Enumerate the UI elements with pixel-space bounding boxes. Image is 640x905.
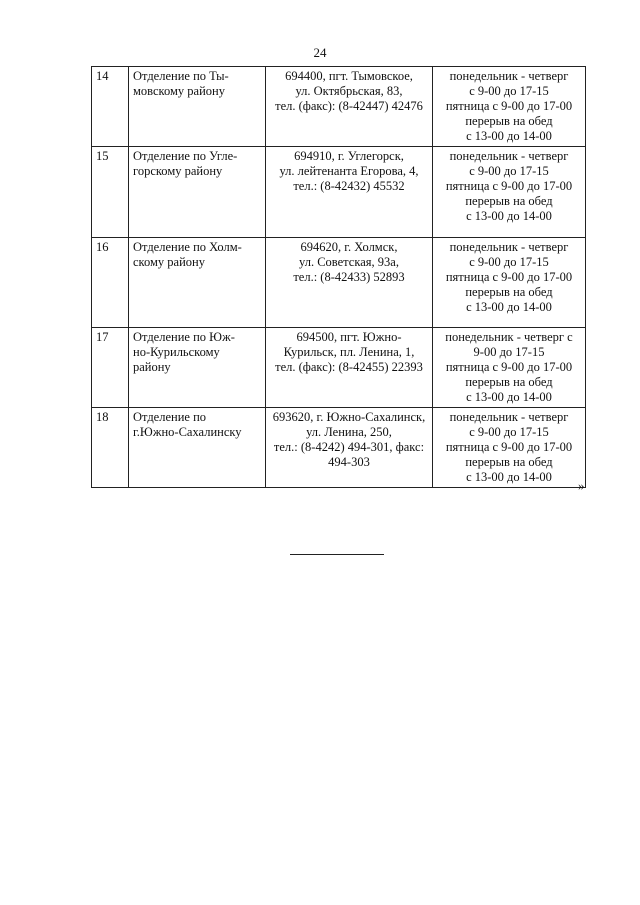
working-hours-line: перерыв на обед xyxy=(465,114,553,128)
working-hours-line: пятница с 9-00 до 17-00 xyxy=(445,99,573,113)
department-name-line: Отделение по xyxy=(133,410,207,424)
working-hours xyxy=(433,328,586,408)
department-address-line: тел.: (8-42433) 52893 xyxy=(293,270,405,284)
working-hours-line: с 9-00 до 17-15 xyxy=(469,255,549,269)
table-row xyxy=(92,328,586,408)
department-address-line: ул. Ленина, 250, xyxy=(306,425,392,439)
working-hours-line: перерыв на обед xyxy=(465,194,553,208)
department-address xyxy=(266,328,433,408)
department-address-line: ул. лейтенанта Егорова, 4, xyxy=(279,164,419,178)
department-address-line: ул. Советская, 93а, xyxy=(299,255,399,269)
working-hours xyxy=(433,238,586,328)
working-hours-line: понедельник - четверг xyxy=(449,69,569,83)
department-name-line: Отделение по Угле- xyxy=(133,149,238,163)
working-hours-line: понедельник - четверг xyxy=(449,240,569,254)
department-address-line: 694400, пгт. Тымовское, xyxy=(285,69,413,83)
department-name xyxy=(129,67,266,147)
row-number: 16 xyxy=(92,238,129,328)
working-hours-line: пятница с 9-00 до 17-00 xyxy=(445,360,573,374)
department-name-line: Отделение по Ты- xyxy=(133,69,229,83)
department-name-line: но-Курильскому xyxy=(133,345,220,359)
working-hours-line: с 13-00 до 14-00 xyxy=(466,390,552,404)
department-address-line: тел. (факс): (8-42455) 22393 xyxy=(275,360,423,374)
working-hours-line: с 13-00 до 14-00 xyxy=(466,129,552,143)
table-row xyxy=(92,147,586,238)
department-address-line: 694910, г. Углегорск, xyxy=(294,149,404,163)
department-name xyxy=(129,147,266,238)
department-name-line: Отделение по Холм- xyxy=(133,240,242,254)
working-hours-line: с 13-00 до 14-00 xyxy=(466,209,552,223)
department-name-line: горскому району xyxy=(133,164,223,178)
department-address-line: 694620, г. Холмск, xyxy=(300,240,398,254)
table-body xyxy=(92,67,586,488)
working-hours-line: перерыв на обед xyxy=(465,285,553,299)
working-hours-line: пятница с 9-00 до 17-00 xyxy=(445,179,573,193)
department-address xyxy=(266,67,433,147)
department-name-line: Отделение по Юж- xyxy=(133,330,235,344)
working-hours-line: с 9-00 до 17-15 xyxy=(469,84,549,98)
department-address xyxy=(266,147,433,238)
closing-quote: » xyxy=(578,478,585,493)
working-hours-line: с 9-00 до 17-15 xyxy=(469,425,549,439)
department-address-line: ул. Октябрьская, 83, xyxy=(295,84,403,98)
department-name xyxy=(129,408,266,488)
row-number: 18 xyxy=(92,408,129,488)
working-hours-line: с 13-00 до 14-00 xyxy=(466,300,552,314)
working-hours-line: с 13-00 до 14-00 xyxy=(466,470,552,484)
department-address xyxy=(266,408,433,488)
department-name-line: г.Южно-Сахалинску xyxy=(133,425,242,439)
row-number: 15 xyxy=(92,147,129,238)
department-address-line: тел. (факс): (8-42447) 42476 xyxy=(275,99,423,113)
working-hours-line: 9-00 до 17-15 xyxy=(473,345,545,359)
table-row xyxy=(92,238,586,328)
department-address-line: 694500, пгт. Южно- xyxy=(296,330,402,344)
department-name-line: скому району xyxy=(133,255,205,269)
working-hours-line: понедельник - четверг xyxy=(449,410,569,424)
section-divider xyxy=(290,554,384,555)
department-table xyxy=(91,66,586,488)
working-hours-line: перерыв на обед xyxy=(465,455,553,469)
department-name xyxy=(129,328,266,408)
department-address-line: 693620, г. Южно-Сахалинск, xyxy=(272,410,426,424)
working-hours-line: понедельник - четверг xyxy=(449,149,569,163)
page-number: 24 xyxy=(313,45,327,60)
working-hours-line: пятница с 9-00 до 17-00 xyxy=(445,440,573,454)
working-hours-line: понедельник - четверг с xyxy=(445,330,573,344)
department-name xyxy=(129,238,266,328)
working-hours xyxy=(433,408,586,488)
department-address xyxy=(266,238,433,328)
row-number: 14 xyxy=(92,67,129,147)
working-hours-line: с 9-00 до 17-15 xyxy=(469,164,549,178)
working-hours xyxy=(433,147,586,238)
working-hours-line: перерыв на обед xyxy=(465,375,553,389)
department-name-line: мовскому району xyxy=(133,84,225,98)
department-name-line: району xyxy=(133,360,171,374)
working-hours-line: пятница с 9-00 до 17-00 xyxy=(445,270,573,284)
department-address-line: Курильск, пл. Ленина, 1, xyxy=(283,345,415,359)
row-number: 17 xyxy=(92,328,129,408)
department-address-line: тел.: (8-4242) 494-301, факс: xyxy=(273,440,425,454)
table-row xyxy=(92,67,586,147)
table-row xyxy=(92,408,586,488)
working-hours xyxy=(433,67,586,147)
department-address-line: тел.: (8-42432) 45532 xyxy=(293,179,405,193)
department-address-line: 494-303 xyxy=(328,455,370,469)
